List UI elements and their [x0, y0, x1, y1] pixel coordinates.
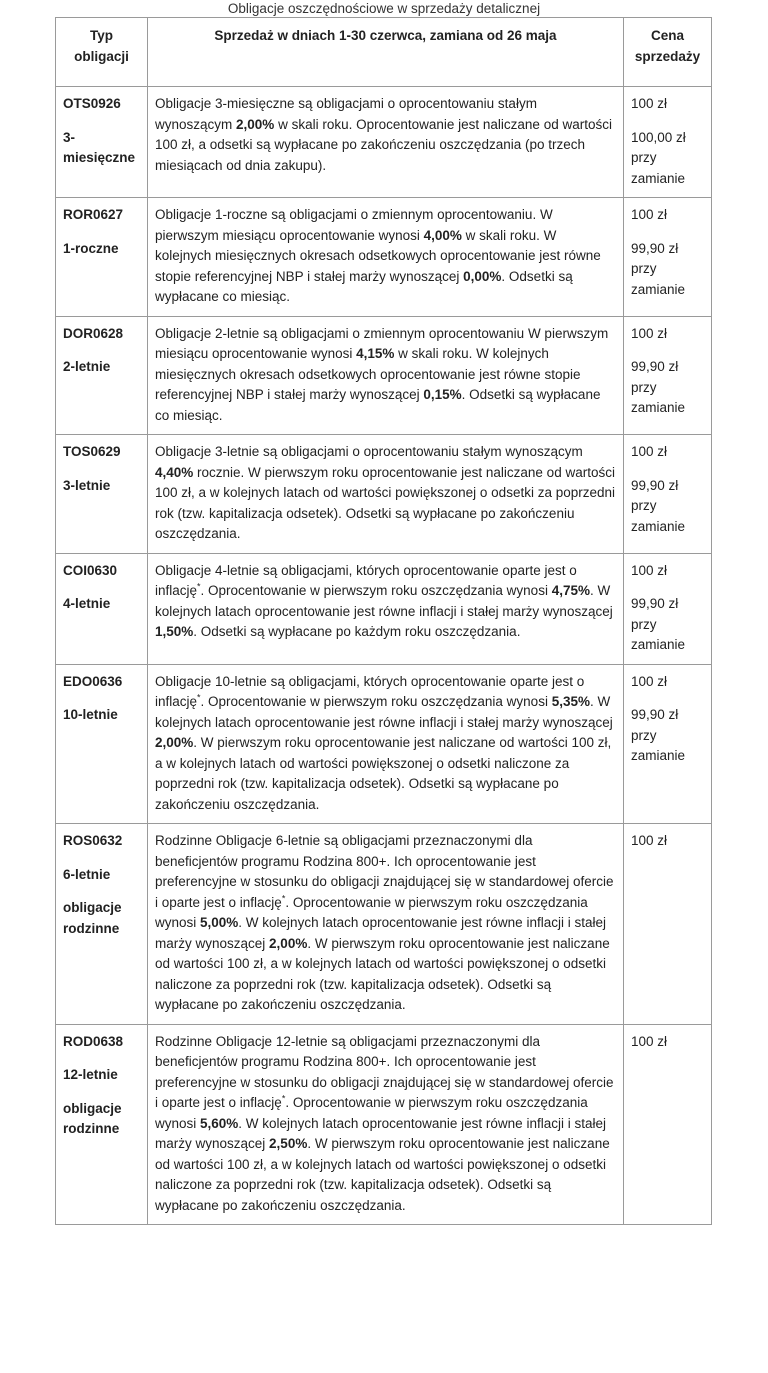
description-text: Obligacje 10-letnie są obligacjami, których oprocentowanie oparte jest o inflację	[155, 673, 585, 709]
exchange-price: 99,90 zł przy zamianie	[631, 240, 686, 297]
bond-description	[148, 664, 624, 824]
description-highlight: 4,00%	[423, 227, 462, 243]
description-text: Obligacje 2-letnie są obligacjami o zmiennym oprocentowaniu W pierwszym miesiącu oprocentowanie wynosi	[155, 325, 609, 361]
table-row	[56, 435, 712, 554]
description-text: Rodzinne Obligacje 6-letnie są obligacjami przeznaczonymi dla beneficjentów programu Rodzina 800+. Ich oprocentowanie jest preferencyjne w stosunku do obligacji znajdującej się w standardowej ofercie i oparte jest o inflację	[155, 833, 614, 910]
description-text: . W kolejnych latach oprocentowanie jest równe inflacji i stałej marży wynoszącej	[155, 694, 613, 730]
description-text: . W pierwszym roku oprocentowanie jest naliczane od wartości 100 zł, a w kolejnych latach od wartości powiększonej o odsetki naliczone za poprzedni rok (tzw. kapitalizacja odsetek). Odsetki są wypłacane po zakończeniu oszczędzania.	[155, 735, 612, 812]
sale-price: 100 zł	[631, 444, 668, 459]
table-row	[56, 1024, 712, 1225]
bond-term: 6-letnie	[63, 866, 111, 882]
bond-term: 2-letnie	[63, 359, 111, 374]
bond-term: 4-letnie	[63, 596, 111, 611]
bond-code: ROR0627	[63, 207, 124, 222]
description-highlight: 2,00%	[236, 116, 275, 132]
table-row	[56, 664, 712, 824]
description-highlight: 2,00%	[269, 935, 308, 951]
description-text: . Odsetki są wypłacane po każdym roku oszczędzania.	[193, 624, 521, 639]
bond-term: 1-roczne	[63, 240, 119, 256]
bond-type-cell	[56, 316, 148, 435]
bond-type-cell	[56, 664, 148, 824]
sale-price: 100 zł	[631, 1033, 668, 1049]
description-text: . Oprocentowanie w pierwszym roku oszczędzania wynosi	[200, 694, 552, 709]
footnote-marker: *	[281, 1093, 286, 1104]
price-cell	[624, 316, 712, 435]
description-text: . Oprocentowanie w pierwszym roku oszczędzania wynosi	[200, 583, 552, 598]
description-text: Obligacje 1-roczne są obligacjami o zmiennym oprocentowaniu. W pierwszym miesiącu oprocentowanie wynosi	[155, 207, 553, 243]
bond-code: DOR0628	[63, 325, 124, 341]
table-caption: Obligacje oszczędnościowe w sprzedaży detalicznej	[227, 1, 541, 16]
bond-type-cell	[56, 824, 148, 1025]
bond-description	[148, 198, 624, 317]
exchange-price: 100,00 zł przy zamianie	[631, 129, 686, 186]
table-row	[56, 87, 712, 198]
exchange-price: 99,90 zł przy zamianie	[631, 359, 686, 415]
description-text: . W kolejnych latach oprocentowanie jest równe inflacji i stałej marży wynoszącej	[155, 1115, 606, 1151]
bond-code: ROD0638	[63, 1033, 124, 1049]
header-sale-period: Sprzedaż w dniach 1-30 czerwca, zamiana od 26 maja	[148, 18, 624, 87]
table-header-row	[56, 18, 712, 87]
description-highlight: 1,50%	[155, 624, 194, 639]
description-text: . W pierwszym roku oprocentowanie jest naliczane od wartości 100 zł, a w kolejnych latach od wartości powiększonej o odsetki naliczone za poprzedni rok (tzw. kapitalizacja odsetek). Odsetki są wypłacane po zakończeniu oszczędzania.	[155, 1136, 610, 1213]
description-text: rocznie. W pierwszym roku oprocentowanie jest naliczane od wartości 100 zł, a w kolejnych latach od wartości powiększonej o odsetki za poprzedni rok (tzw. kapitalizacja odsetek). Odsetki są wypłacane po zakończeniu oszczędzania.	[155, 464, 616, 541]
bond-family-label: obligacje rodzinne	[63, 1100, 122, 1136]
table-row	[56, 824, 712, 1025]
bond-term: 10-letnie	[63, 707, 118, 722]
description-text: . Oprocentowanie w pierwszym roku oszczędzania wynosi	[155, 894, 588, 930]
price-cell	[624, 553, 712, 664]
description-text: Obligacje 4-letnie są obligacjami, których oprocentowanie oparte jest o inflację	[155, 562, 577, 598]
description-text: . Odsetki są wypłacane co miesiąc.	[155, 387, 601, 423]
bond-description	[148, 824, 624, 1025]
header-sale-price: Cena sprzedaży	[624, 18, 712, 87]
description-highlight: 0,00%	[463, 268, 502, 284]
sale-price: 100 zł	[631, 833, 668, 848]
description-highlight: 4,75%	[551, 583, 590, 598]
price-cell	[624, 664, 712, 824]
description-text: . W pierwszym roku oprocentowanie jest naliczane od wartości 100 zł, a w kolejnych latach od wartości powiększonej o odsetki naliczone za poprzedni rok (tzw. kapitalizacja odsetek). Odsetki są wypłacane po zakończeniu oszczędzania.	[155, 935, 610, 1012]
price-cell	[624, 198, 712, 317]
description-highlight: 5,60%	[200, 1115, 239, 1131]
bonds-table	[55, 17, 712, 1225]
bond-code: OTS0926	[63, 96, 121, 111]
bond-description	[148, 435, 624, 554]
price-cell	[624, 824, 712, 1025]
bond-description	[148, 87, 624, 198]
description-text: Rodzinne Obligacje 12-letnie są obligacjami przeznaczonymi dla beneficjentów programu Rodzina 800+. Ich oprocentowanie jest preferencyjne w stosunku do obligacji znajdującej się w standardowej ofercie i oparte jest o inflację	[155, 1033, 614, 1110]
exchange-price: 99,90 zł przy zamianie	[631, 707, 686, 763]
description-text: . Oprocentowanie w pierwszym roku oszczędzania wynosi	[155, 1095, 588, 1131]
bond-type-cell	[56, 1024, 148, 1225]
sale-price: 100 zł	[631, 207, 668, 222]
description-text: w skali roku. W kolejnych miesięcznych okresach odsetkowych oprocentowanie jest równe stopie referencyjnej NBP i stałej marży wynoszącej	[155, 346, 581, 402]
bond-code: TOS0629	[63, 444, 121, 459]
price-cell	[624, 435, 712, 554]
description-text: . W kolejnych latach oprocentowanie jest równe inflacji i stałej marży wynoszącej	[155, 915, 606, 951]
bond-description	[148, 553, 624, 664]
bond-family-label: obligacje rodzinne	[63, 900, 122, 936]
bond-type-cell	[56, 198, 148, 317]
table-row	[56, 198, 712, 317]
description-highlight: 5,35%	[551, 694, 590, 709]
bond-description	[148, 1024, 624, 1225]
description-text: . Odsetki są wypłacane co miesiąc.	[155, 268, 573, 304]
exchange-price: 99,90 zł przy zamianie	[631, 596, 686, 652]
bond-description	[148, 316, 624, 435]
description-highlight: 2,50%	[269, 1136, 308, 1151]
bonds-table-body	[56, 87, 712, 1225]
bond-code: EDO0636	[63, 673, 123, 689]
sale-price: 100 zł	[631, 562, 668, 578]
price-cell	[624, 1024, 712, 1225]
footnote-marker: *	[197, 692, 201, 703]
header-bond-type: Typ obligacji	[56, 18, 148, 87]
sale-price: 100 zł	[631, 673, 668, 689]
bond-term: 3-miesięczne	[63, 129, 136, 165]
table-row	[56, 553, 712, 664]
table-row	[56, 316, 712, 435]
bond-code: ROS0632	[63, 833, 123, 848]
description-text: Obligacje 3-miesięczne są obligacjami o oprocentowaniu stałym wynoszącym	[155, 96, 537, 132]
price-cell	[624, 87, 712, 198]
description-text: . W kolejnych latach oprocentowanie jest równe inflacji i stałej marży wynoszącej	[155, 583, 613, 619]
bond-type-cell	[56, 435, 148, 554]
description-highlight: 5,00%	[200, 915, 239, 930]
description-text: Obligacje 3-letnie są obligacjami o oprocentowaniu stałym wynoszącym	[155, 444, 583, 459]
sale-price: 100 zł	[631, 96, 668, 111]
bond-term: 3-letnie	[63, 477, 111, 493]
description-highlight: 0,15%	[423, 387, 462, 402]
bond-type-cell	[56, 553, 148, 664]
bond-code: COI0630	[63, 562, 118, 578]
description-text: w skali roku. Oprocentowanie jest naliczane od wartości 100 zł, a odsetki są wypłacane po zakończeniu oszczędzania (po trzech miesiącach od dnia zakupu).	[155, 116, 612, 173]
description-highlight: 4,40%	[155, 464, 194, 480]
footnote-marker: *	[197, 581, 201, 592]
sale-price: 100 zł	[631, 325, 668, 341]
bond-type-cell	[56, 87, 148, 198]
description-highlight: 4,15%	[356, 346, 395, 361]
description-highlight: 2,00%	[155, 735, 194, 750]
bond-term: 12-letnie	[63, 1067, 118, 1082]
footnote-marker: *	[281, 893, 286, 903]
exchange-price: 99,90 zł przy zamianie	[631, 477, 686, 534]
description-text: w skali roku. W kolejnych miesięcznych okresach odsetkowych oprocentowanie jest równe stopie referencyjnej NBP i stałej marży wynoszącej	[155, 227, 601, 284]
